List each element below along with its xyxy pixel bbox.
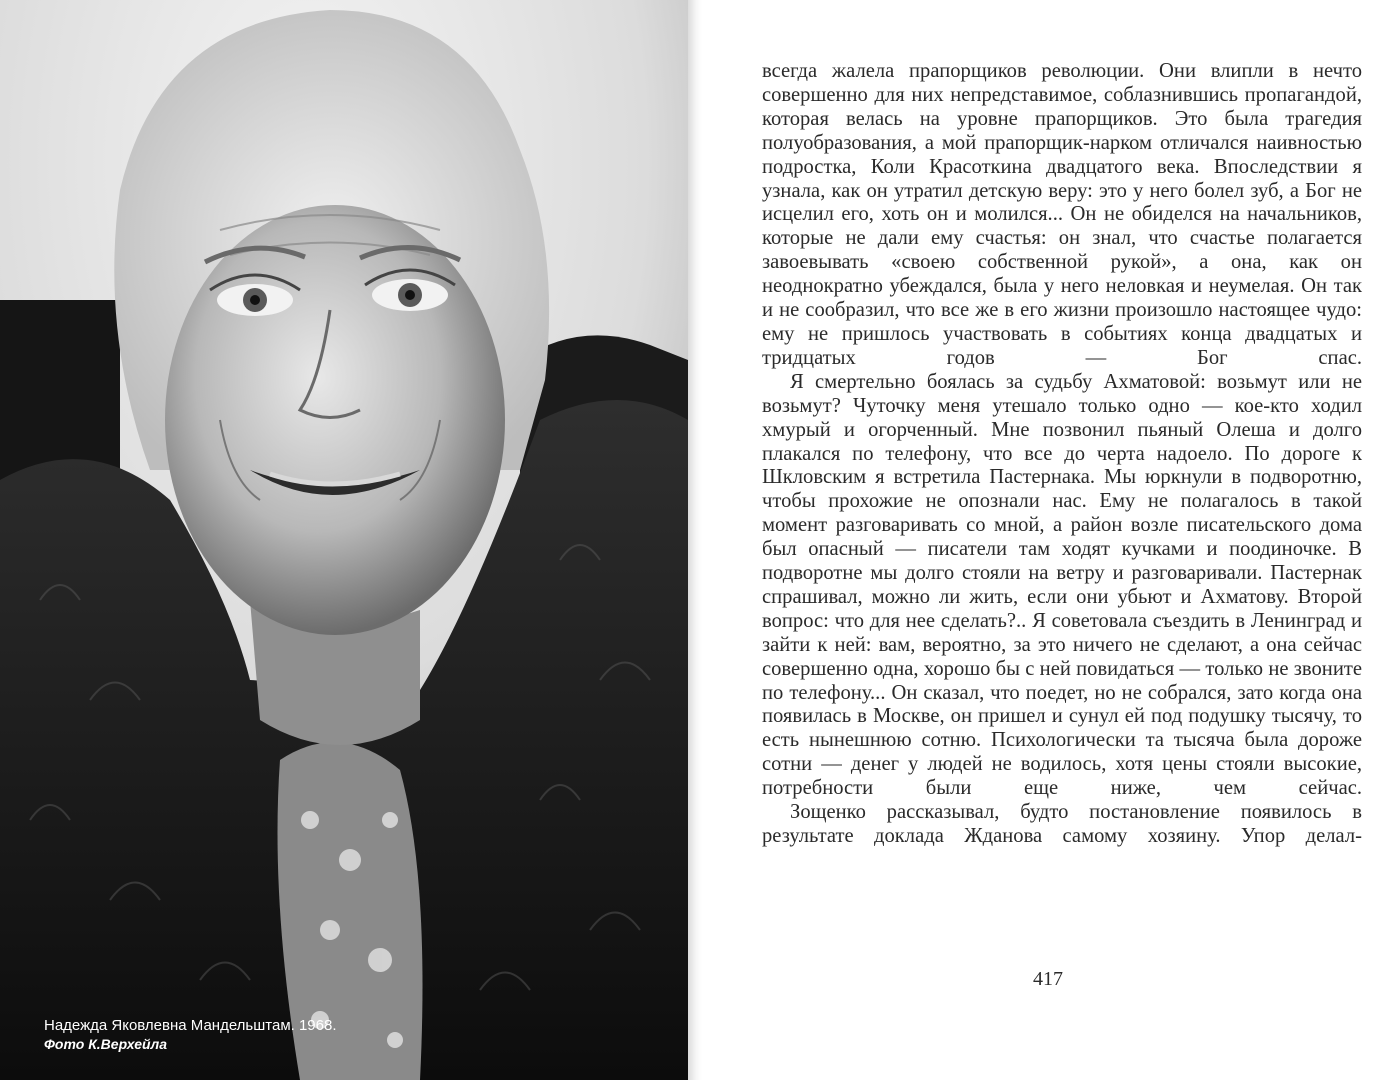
- paragraph-3: Зощенко рассказывал, будто постановление появилось в результате доклада Жданова самому хозяину. Упор делал-: [762, 801, 1362, 847]
- text-page: [702, 0, 1394, 1080]
- caption-title: Надежда Яковлевна Мандельштам. 1968.: [44, 1017, 337, 1034]
- photo-page: [0, 0, 688, 1080]
- page-number: 417: [1033, 968, 1063, 990]
- paragraph-2: Я смертельно боялась за судьбу Ахматовой: возьмут или не возьмут? Чуточку меня утешало только одно — кое-кто ходил хмурый и огорченный. Мне позвонил пьяный Олеша и долго плакался по телефону, что все до черта надоело. По дороге к Шкловским я встретила Пастернака. Мы юркнули в подворотню, чтобы прохожие не опознали нас. Ему не полагалось в такой момент разговаривать со мной, а район возле писательского дома был опасный — писатели там ходят кучками и поодиночке. В подворотне мы долго стояли на ветру и разговаривали. Пастернак спрашивал, можно ли жить, если они убьют и Ахматову. Второй вопрос: что для нее сделать?.. Я советовала съездить в Ленинград и зайти к ней: вам, вероятно, за это ничего не сделают, а она сейчас совершенно одна, хорошо бы с ней повидаться — только не звоните по телефону... Он сказал, что поедет, но не собрался, зато когда она появилась в Москве, он пришел и сунул ей под подушку тысячу, то есть нынешнюю сотню. Психологически та тысяча была дороже сотни — денег у людей не водилось, хотя цены стояли высокие, потребности были еще ниже, чем сейчас.: [762, 370, 1362, 800]
- portrait-photo-icon: [0, 0, 688, 1080]
- photo-caption: [44, 1016, 337, 1054]
- caption-credit: Фото К.Верхейла: [44, 1036, 168, 1052]
- book-gutter: [688, 0, 702, 1080]
- paragraph-1: всегда жалела прапорщиков революции. Они влипли в нечто совершенно для них непредставимое, соблазнившись пропагандой, которая велась на уровне прапорщиков. Это была трагедия полуобразования, а мой прапорщик-нарком отличался наивностью подростка, Коли Красоткина двадцатого века. Впоследствии я узнала, как он утратил детскую веру: это у него болел зуб, а Бог не исцелил его, хоть он и молился... Он не обиделся на начальников, которые не дали ему счастья: он знал, что счастье полагается завоевывать «своею собственной рукой», а она, как он неоднократно убеждался, была у него неловкая и неумелая. Он так и не сообразил, что все же в его жизни произошло настоящее чудо: ему не пришлось участвовать в событиях конца двадцатых и тридцатых годов — Бог спас.: [762, 60, 1362, 369]
- body-text: [762, 60, 1362, 849]
